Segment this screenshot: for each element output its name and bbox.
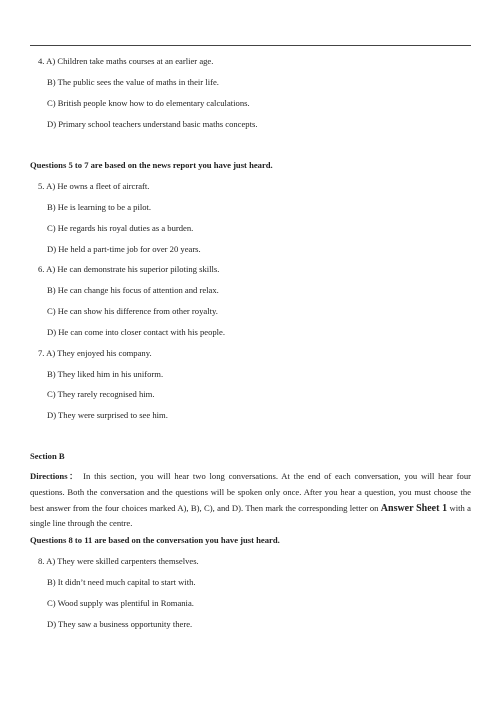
q6-option-d: D) He can come into closer contact with his people.	[47, 327, 226, 337]
q6-option-b: B) He can change his focus of attention and relax.	[47, 285, 219, 295]
q4-option-a: 4. A) Children take maths courses at an earlier age.	[38, 56, 214, 66]
q6-option-c: C) He can show his difference from other royalty.	[47, 306, 218, 316]
q8-option-d: D) They saw a business opportunity there.	[47, 619, 193, 629]
q5-option-a: 5. A) He owns a fleet of aircraft.	[38, 181, 150, 191]
questions-5-7-heading: Questions 5 to 7 are based on the news report you have just heard.	[30, 160, 273, 170]
q7-option-b: B) They liked him in his uniform.	[47, 369, 164, 379]
q4-option-c: C) British people know how to do elementary calculations.	[47, 98, 250, 108]
directions-label: Directions：	[30, 471, 80, 481]
answer-sheet-label: Answer Sheet 1	[380, 502, 448, 514]
q7-option-a: 7. A) They enjoyed his company.	[38, 348, 152, 358]
header-rule	[30, 45, 471, 46]
q7-option-c: C) They rarely recognised him.	[47, 389, 155, 399]
q8-option-b: B) It didn’t need much capital to start with.	[47, 577, 196, 587]
q5-option-c: C) He regards his royal duties as a burden.	[47, 223, 194, 233]
q7-option-d: D) They were surprised to see him.	[47, 410, 168, 420]
q5-option-d: D) He held a part-time job for over 20 years.	[47, 244, 201, 254]
q8-option-c: C) Wood supply was plentiful in Romania.	[47, 598, 194, 608]
directions-paragraph	[30, 469, 471, 532]
q6-option-a: 6. A) He can demonstrate his superior piloting skills.	[38, 264, 220, 274]
q5-option-b: B) He is learning to be a pilot.	[47, 202, 152, 212]
q4-option-d: D) Primary school teachers understand basic maths concepts.	[47, 119, 258, 129]
directions-tail: with a single line through the centre.	[30, 502, 471, 529]
section-b-heading: Section B	[30, 451, 65, 461]
directions-text: In this section, you will hear two long conversations. At the end of each conversation, you will hear four questions. Both the conversation and the questions will be spoken only once. After you hear a question, you must choose the best answer from the four choices marked A), B), C), and D). Then mark the corresponding letter on	[30, 471, 471, 513]
questions-8-11-heading: Questions 8 to 11 are based on the conversation you have just heard.	[30, 535, 280, 545]
q8-option-a: 8. A) They were skilled carpenters themselves.	[38, 556, 199, 566]
q4-option-b: B) The public sees the value of maths in their life.	[47, 77, 219, 87]
